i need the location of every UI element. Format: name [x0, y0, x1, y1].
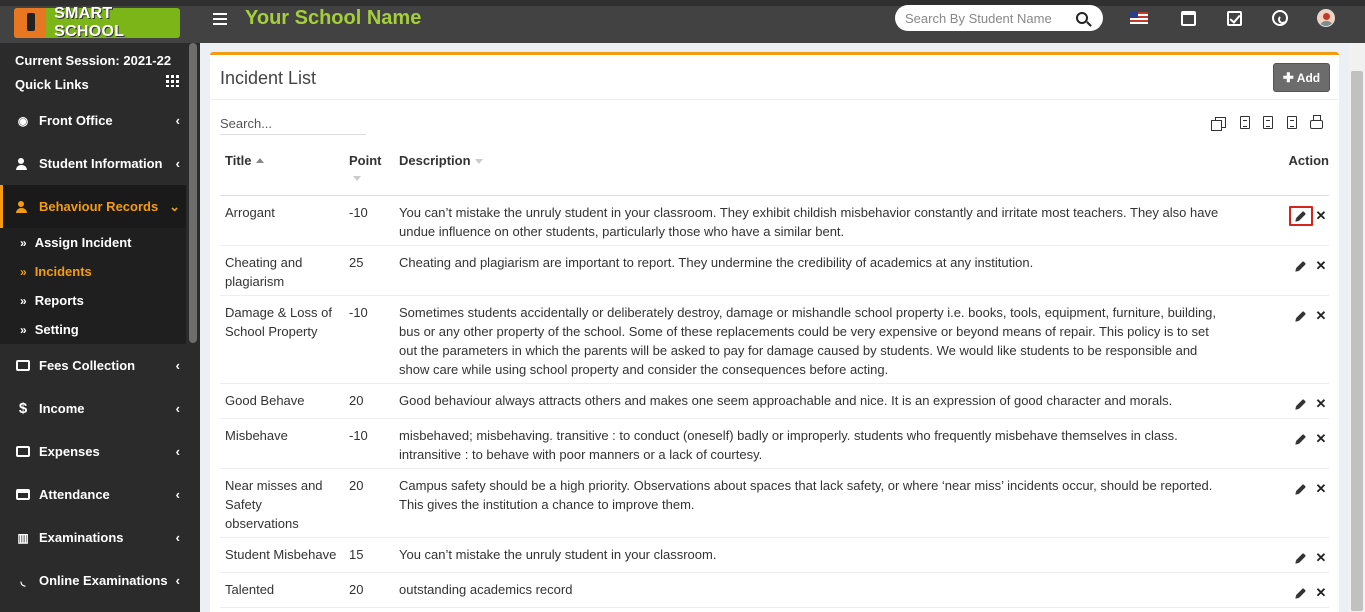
table-row: [220, 418, 1329, 468]
logo-text: SMART SCHOOL: [54, 5, 125, 40]
table-row: [220, 383, 1329, 418]
credit-card-icon: [15, 445, 31, 459]
chevron-left-icon: ‹: [175, 401, 180, 416]
sidebar-item-label: Front Office: [39, 113, 113, 128]
delete-x-icon[interactable]: ✕: [1315, 396, 1327, 411]
chevron-left-icon: ‹: [175, 444, 180, 459]
table-row: [220, 468, 1329, 537]
sidebar-item-behaviour-records[interactable]: [0, 185, 186, 228]
sidebar-item-label: Fees Collection: [39, 358, 136, 373]
sidebar-scrollbar[interactable]: [189, 43, 197, 343]
task-check-icon[interactable]: [1224, 9, 1244, 27]
plus-icon: ✚: [1282, 69, 1294, 85]
add-button-label: Add: [1296, 70, 1321, 85]
map-icon: ▥: [17, 530, 29, 545]
sidebar-subitem-label: Reports: [34, 293, 84, 308]
add-incident-button[interactable]: [1273, 63, 1330, 92]
delete-x-icon[interactable]: ✕: [1315, 431, 1327, 446]
user-icon: [15, 157, 31, 171]
column-header-description[interactable]: Description: [394, 143, 1224, 195]
sidebar-item-examinations[interactable]: [0, 516, 186, 559]
double-chevron-icon: »: [20, 264, 27, 279]
student-search-input[interactable]: [905, 11, 1070, 26]
copy-icon[interactable]: [1212, 114, 1228, 130]
table-row: [220, 245, 1329, 295]
current-session: Current Session: 2021-22: [15, 53, 172, 68]
cell-point: 20: [344, 572, 394, 607]
chevron-left-icon: ‹: [175, 113, 180, 128]
sidebar-item-attendance[interactable]: [0, 473, 186, 516]
edit-pencil-icon[interactable]: [1289, 548, 1313, 568]
sort-asc-icon: [256, 158, 264, 163]
edit-pencil-icon[interactable]: [1289, 479, 1313, 499]
whatsapp-icon[interactable]: [1270, 9, 1290, 27]
cell-description: Sometimes students accidentally or deliberately destroy, damage or mishandle school property i.e. books, tools, equipment, furniture, building, bus or any other property of the school. Some of these replacements could be very expensive or beyond means of repair. This policy is to set out the parameters in which the parents will be asked to pay for damage caused by students. We would like students to be responsible and show care while using school property and consider the consequences before acting.: [394, 295, 1224, 383]
top-header: [0, 0, 1365, 43]
delete-x-icon[interactable]: ✕: [1315, 481, 1327, 496]
delete-x-icon[interactable]: ✕: [1315, 550, 1327, 565]
cell-title: Student Misbehave: [220, 537, 344, 572]
sidebar-item-label: Attendance: [39, 487, 110, 502]
cell-title: Damage & Loss of School Property: [220, 295, 344, 383]
chevron-left-icon: ‹: [175, 573, 180, 588]
sidebar-subitem-reports[interactable]: [0, 286, 186, 315]
sidebar-item-label: Examinations: [39, 530, 124, 545]
sidebar-subitem-label: Incidents: [34, 264, 92, 279]
column-header-action: Action: [1224, 143, 1329, 195]
cell-title: Misbehave: [220, 418, 344, 468]
search-icon[interactable]: [1076, 12, 1088, 24]
edit-pencil-icon[interactable]: [1289, 429, 1313, 449]
cell-title: Talented: [220, 572, 344, 607]
cell-title: Arrogant: [220, 195, 344, 245]
cell-description: outstanding academics record: [394, 572, 1224, 607]
sidebar-item-expenses[interactable]: [0, 430, 186, 473]
app-logo[interactable]: [14, 5, 180, 40]
delete-x-icon[interactable]: ✕: [1315, 585, 1327, 600]
cell-title: Good Behave: [220, 383, 344, 418]
incident-table: [220, 143, 1329, 608]
user-avatar[interactable]: [1316, 9, 1336, 27]
cell-description: Cheating and plagiarism are important to report. They undermine the credibility of academics at any institution.: [394, 245, 1224, 295]
sidebar-item-income[interactable]: [0, 387, 186, 430]
sidebar-item-label: Income: [39, 401, 85, 416]
calendar-check-icon: [15, 488, 31, 502]
edit-pencil-icon[interactable]: [1289, 583, 1313, 603]
sidebar-subitem-assign-incident[interactable]: [0, 228, 186, 257]
dollar-icon: $: [18, 400, 28, 417]
page-scrollbar[interactable]: [1349, 43, 1365, 612]
cell-title: Near misses and Safety observations: [220, 468, 344, 537]
school-name: Your School Name: [245, 7, 422, 29]
chevron-down-icon: ⌄: [169, 199, 180, 214]
sort-icon: [353, 176, 361, 181]
cell-description: Good behaviour always attracts others and makes one seem approachable and nice. It is an expression of good character and morals.: [394, 383, 1224, 418]
user-edit-icon: [15, 200, 31, 214]
excel-icon[interactable]: [1237, 114, 1253, 130]
sidebar-item-label: Expenses: [39, 444, 100, 459]
pdf-icon[interactable]: [1284, 114, 1300, 130]
cell-point: 15: [344, 537, 394, 572]
sidebar-subitem-setting[interactable]: [0, 315, 186, 344]
delete-x-icon[interactable]: ✕: [1315, 208, 1327, 223]
language-flag-icon[interactable]: [1129, 9, 1149, 27]
menu-toggle-icon[interactable]: [213, 13, 227, 25]
edit-pencil-icon[interactable]: [1289, 256, 1313, 276]
cell-point: 20: [344, 468, 394, 537]
double-chevron-icon: »: [20, 235, 27, 250]
front-office-icon: ◉: [17, 113, 29, 128]
table-row: [220, 295, 1329, 383]
print-icon[interactable]: [1308, 114, 1324, 130]
chevron-left-icon: ‹: [175, 156, 180, 171]
logo-book-icon: [14, 8, 46, 38]
money-icon: [15, 359, 31, 373]
cell-description: Campus safety should be a high priority. Observations about spaces that lack safety, or where ‘near miss’ incidents occur, should be reported. This gives the institution a chance to improve them.: [394, 468, 1224, 537]
table-row: [220, 537, 1329, 572]
rss-icon: ◟: [20, 573, 26, 588]
delete-x-icon[interactable]: ✕: [1315, 258, 1327, 273]
sidebar-item-label: Online Examinations: [39, 573, 168, 588]
double-chevron-icon: »: [20, 322, 27, 337]
sidebar-item-student-information[interactable]: [0, 142, 186, 185]
edit-pencil-icon[interactable]: [1289, 206, 1313, 226]
column-header-point[interactable]: Point: [344, 143, 394, 195]
chevron-left-icon: ‹: [175, 487, 180, 502]
page-title: Incident List: [220, 68, 317, 88]
page-scrollbar-thumb[interactable]: [1351, 71, 1363, 611]
sidebar-item-front-office[interactable]: [0, 99, 186, 142]
quick-links-grid-icon[interactable]: [166, 75, 179, 87]
table-row: [220, 195, 1329, 245]
double-chevron-icon: »: [20, 293, 27, 308]
sidebar-item-fees-collection[interactable]: [0, 344, 186, 387]
panel-divider: [210, 99, 1339, 100]
cell-description: You can’t mistake the unruly student in your classroom. They exhibit childish misbehavior constantly and irritate most teachers. They also have undue influence on other students, particularly those who have a similar bent.: [394, 195, 1224, 245]
cell-point: -10: [344, 195, 394, 245]
cell-title: Cheating and plagiarism: [220, 245, 344, 295]
table-header-row: [220, 143, 1329, 195]
student-search: [895, 5, 1103, 31]
sidebar-item-label: Student Information: [39, 156, 163, 171]
quick-links[interactable]: Quick Links: [15, 77, 89, 92]
sidebar-subitem-label: Setting: [34, 322, 79, 337]
chevron-left-icon: ‹: [175, 358, 180, 373]
cell-description: You can’t mistake the unruly student in your classroom.: [394, 537, 1224, 572]
sidebar-item-online-examinations[interactable]: [0, 559, 186, 602]
sidebar-item-label: Behaviour Records: [39, 199, 159, 214]
delete-x-icon[interactable]: ✕: [1315, 308, 1327, 323]
sidebar-subitem-incidents[interactable]: [0, 257, 186, 286]
table-row: [220, 572, 1329, 607]
calendar-icon[interactable]: [1178, 9, 1198, 27]
csv-icon[interactable]: [1260, 114, 1276, 130]
sidebar-subitem-label: Assign Incident: [34, 235, 132, 250]
cell-point: -10: [344, 418, 394, 468]
sidebar: [0, 43, 200, 612]
cell-point: 25: [344, 245, 394, 295]
cell-point: -10: [344, 295, 394, 383]
table-search-input[interactable]: [220, 113, 366, 135]
incident-list-panel: [210, 52, 1339, 612]
edit-pencil-icon[interactable]: [1289, 394, 1313, 414]
column-header-title[interactable]: Title: [220, 143, 344, 195]
cell-description: misbehaved; misbehaving. transitive : to conduct (oneself) badly or improperly. students who frequently misbehave themselves in class. intransitive : to behave with poor manners or a lack of courtesy.: [394, 418, 1224, 468]
cell-point: 20: [344, 383, 394, 418]
chevron-left-icon: ‹: [175, 530, 180, 545]
sort-icon: [475, 159, 483, 164]
edit-pencil-icon[interactable]: [1289, 306, 1313, 326]
